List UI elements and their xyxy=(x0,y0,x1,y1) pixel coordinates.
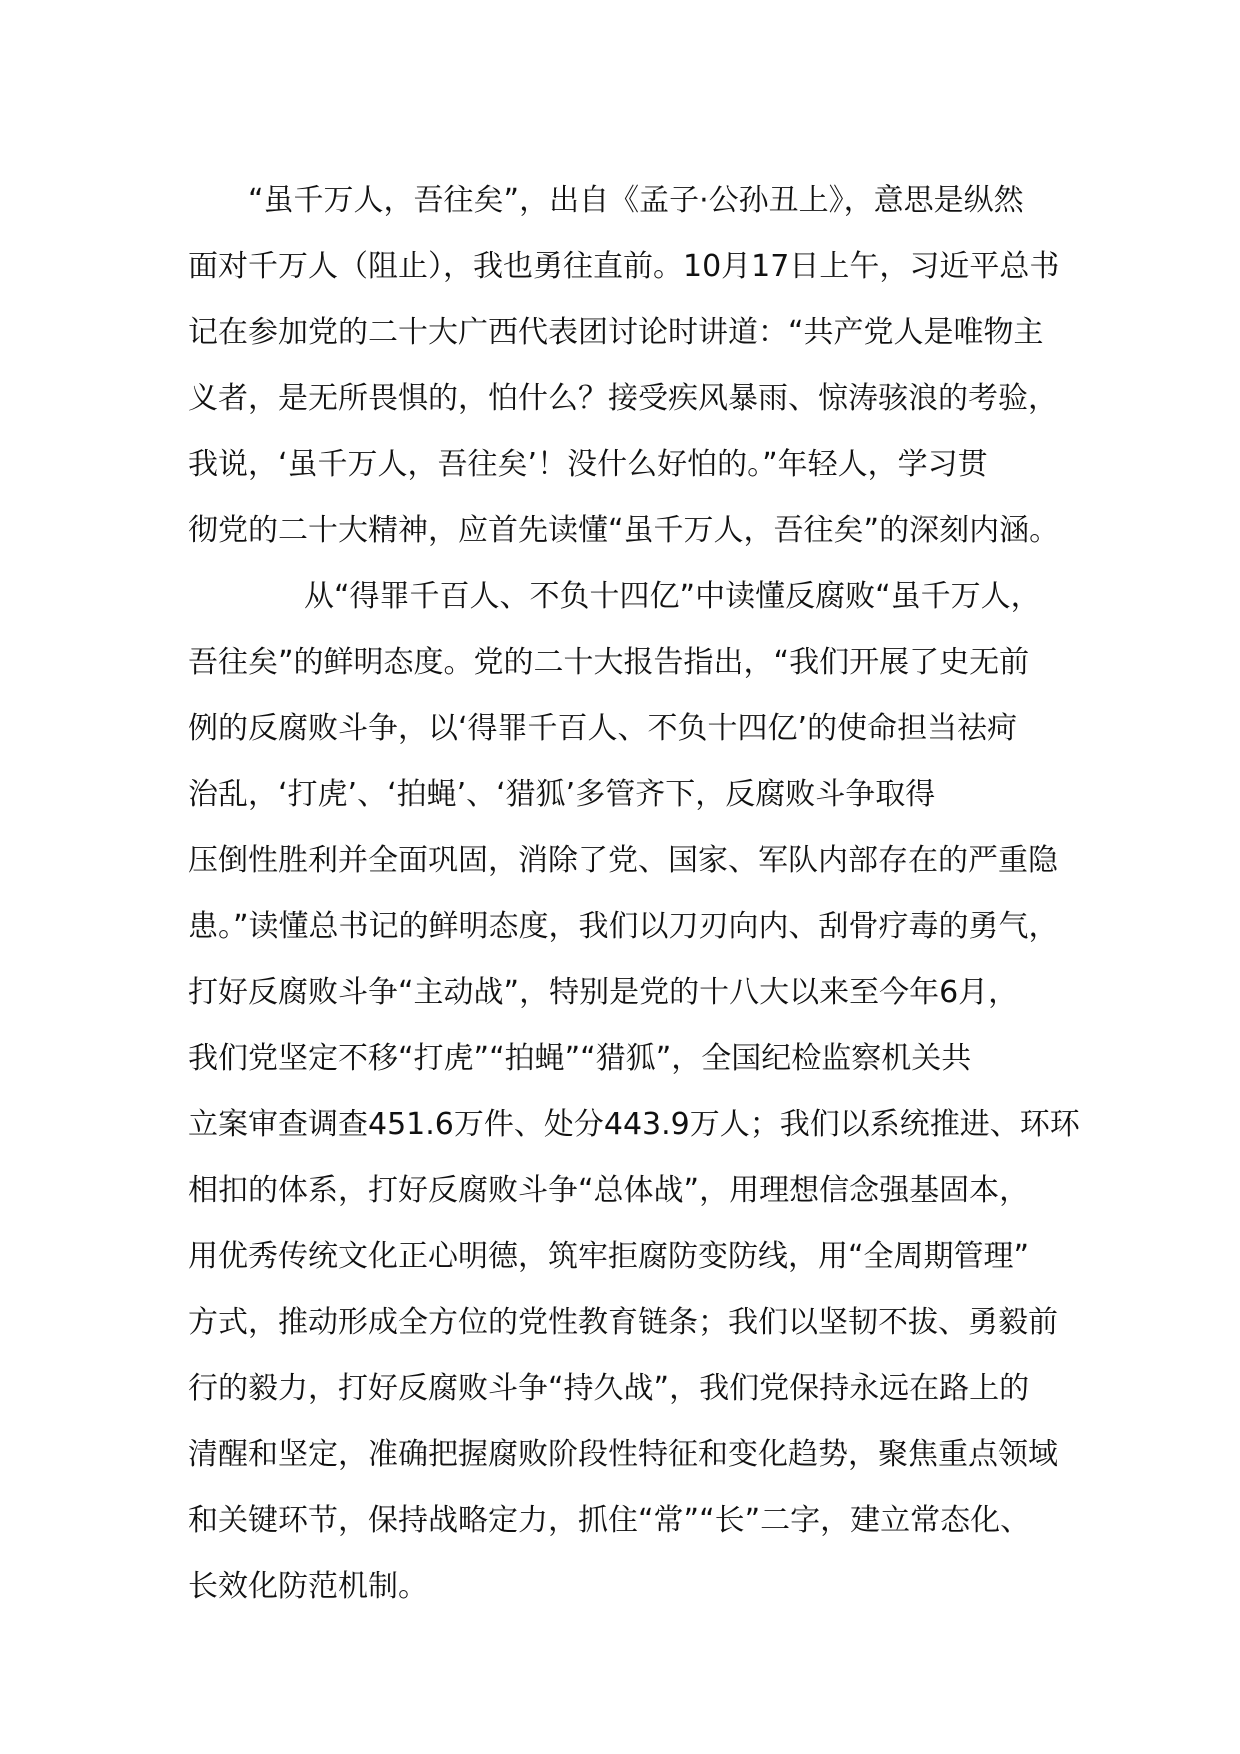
text-line: 相扣的体系，打好反腐败斗争“总体战”，用理想信念强基固本， xyxy=(188,1173,1030,1208)
text-line: 记在参加党的二十大广西代表团讨论时讲道：“共产党人是唯物主 xyxy=(188,315,1044,350)
text-line: 方式，推动形成全方位的党性教育链条；我们以坚韧不拔、勇毅前 xyxy=(188,1305,1058,1340)
text-line: 例的反腐败斗争，以‘得罪千百人、不负十四亿’的使命担当祛疴 xyxy=(188,711,1018,746)
text-line: “虽千万人，吾往矣”，出自《孟子·公孙丑上》，意思是纵然 xyxy=(248,183,1024,218)
paragraph-1 xyxy=(188,168,1088,564)
text-line: 治乱，‘打虎’、‘拍蝇’、‘猎狐’多管齐下，反腐败斗争取得 xyxy=(188,777,936,812)
text-line: 立案审查调查451.6万件、处分443.9万人；我们以系统推进、环环 xyxy=(188,1107,1080,1142)
document-body xyxy=(188,168,1088,1620)
text-line: 彻党的二十大精神，应首先读懂“虽千万人，吾往矣”的深刻内涵。 xyxy=(188,513,1060,548)
text-line: 和关键环节，保持战略定力，抓住“常”“长”二字，建立常态化、 xyxy=(188,1503,1031,1538)
text-line: 打好反腐败斗争“主动战”，特别是党的十八大以来至今年6月， xyxy=(188,975,1019,1010)
text-line: 患。”读懂总书记的鲜明态度，我们以刀刃向内、刮骨疗毒的勇气， xyxy=(188,909,1059,944)
paragraph-2 xyxy=(188,564,1088,1620)
text-line: 义者，是无所畏惧的，怕什么？接受疾风暴雨、惊涛骇浪的考验， xyxy=(188,381,1058,416)
text-line: 压倒性胜利并全面巩固，消除了党、国家、军队内部存在的严重隐 xyxy=(188,843,1058,878)
text-line: 长效化防范机制。 xyxy=(188,1569,428,1604)
text-line: 行的毅力，打好反腐败斗争“持久战”，我们党保持永远在路上的 xyxy=(188,1371,1030,1406)
text-line: 从“得罪千百人、不负十四亿”中读懂反腐败“虽千万人， xyxy=(304,579,1041,614)
text-line: 面对千万人（阻止），我也勇往直前。10月17日上午，习近平总书 xyxy=(188,249,1060,284)
text-line: 我说，‘虽千万人，吾往矣’！没什么好怕的。”年轻人，学习贯 xyxy=(188,447,988,482)
text-line: 清醒和坚定，准确把握腐败阶段性特征和变化趋势，聚焦重点领域 xyxy=(188,1437,1058,1472)
text-line: 我们党坚定不移“打虎”“拍蝇”“猎狐”，全国纪检监察机关共 xyxy=(188,1041,972,1076)
text-line: 吾往矣”的鲜明态度。党的二十大报告指出，“我们开展了史无前 xyxy=(188,645,1030,680)
text-line: 用优秀传统文化正心明德，筑牢拒腐防变防线，用“全周期管理” xyxy=(188,1239,1030,1274)
